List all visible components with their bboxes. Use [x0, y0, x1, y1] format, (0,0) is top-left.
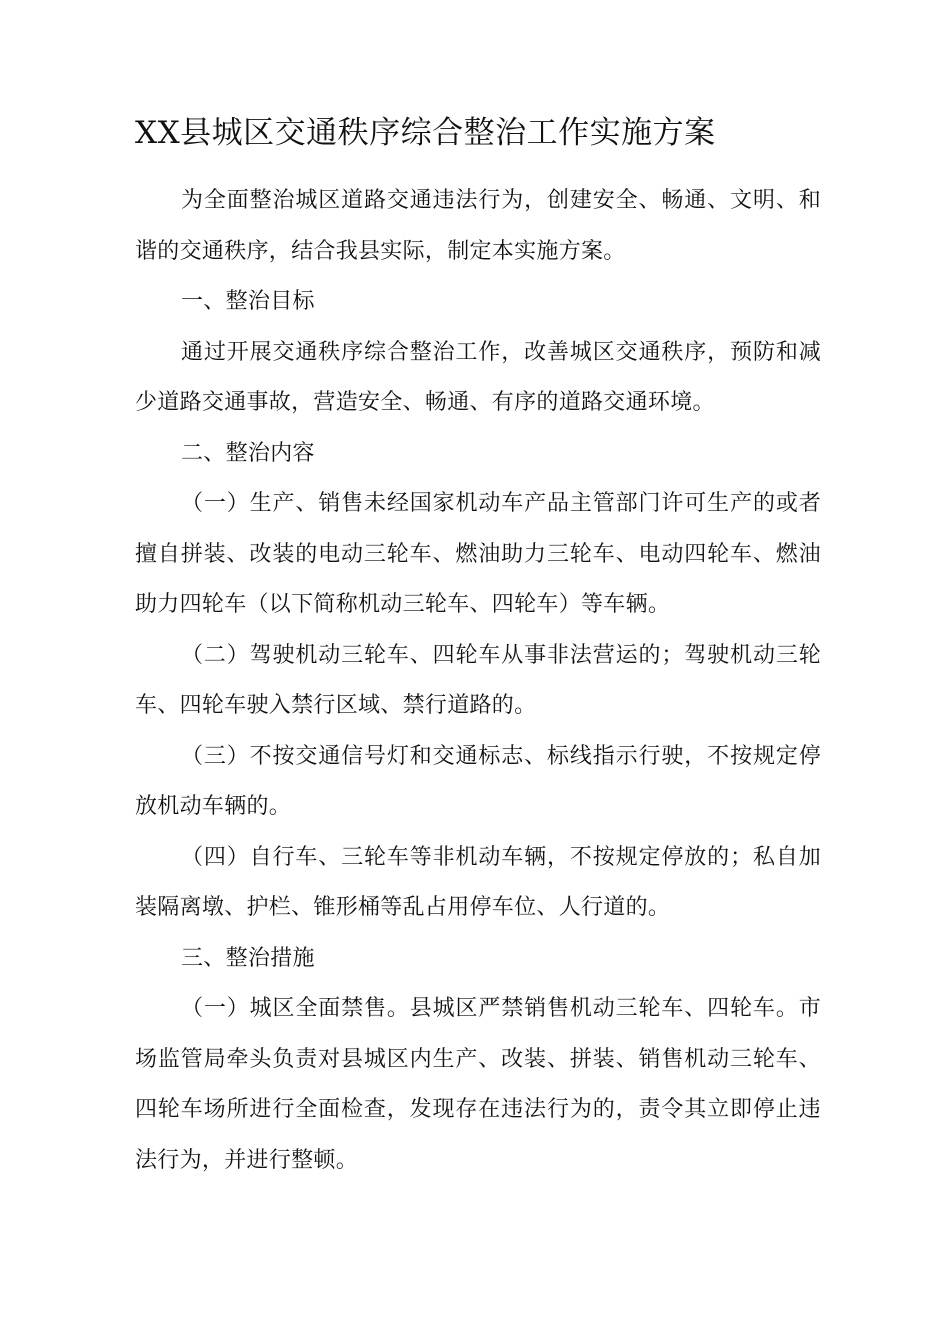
paragraph-content-2: （二）驾驶机动三轮车、四轮车从事非法营运的；驾驶机动三轮车、四轮车驶入禁行区域、禁行道路的。	[135, 642, 821, 718]
paragraph-goal: 通过开展交通秩序综合整治工作，改善城区交通秩序，预防和减少道路交通事故，营造安全、畅通、有序的道路交通环境。	[135, 339, 821, 415]
paragraph-measures-1: （一）城区全面禁售。县城区严禁销售机动三轮车、四轮车。市场监管局牵头负责对县城区内生产、改装、拼装、销售机动三轮车、四轮车场所进行全面检查，发现存在违法行为的，责令其立即停止违法行为，并进行整顿。	[135, 996, 821, 1173]
paragraph-intro: 为全面整治城区道路交通违法行为，创建安全、畅通、文明、和谐的交通秩序，结合我县实际，制定本实施方案。	[135, 188, 821, 264]
paragraph-content-4: （四）自行车、三轮车等非机动车辆，不按规定停放的；私自加装隔离墩、护栏、锥形桶等乱占用停车位、人行道的。	[135, 844, 821, 920]
document-title: XX县城区交通秩序综合整治工作实施方案	[135, 115, 716, 151]
heading-content: 二、整治内容	[181, 440, 315, 466]
paragraph-content-1: （一）生产、销售未经国家机动车产品主管部门许可生产的或者擅自拼装、改装的电动三轮车、燃油助力三轮车、电动四轮车、燃油助力四轮车（以下简称机动三轮车、四轮车）等车辆。	[135, 491, 821, 617]
document-body	[135, 176, 821, 1186]
paragraph-content-3: （三）不按交通信号灯和交通标志、标线指示行驶，不按规定停放机动车辆的。	[135, 743, 821, 819]
heading-measures: 三、整治措施	[181, 945, 315, 971]
heading-goal: 一、整治目标	[181, 289, 315, 314]
